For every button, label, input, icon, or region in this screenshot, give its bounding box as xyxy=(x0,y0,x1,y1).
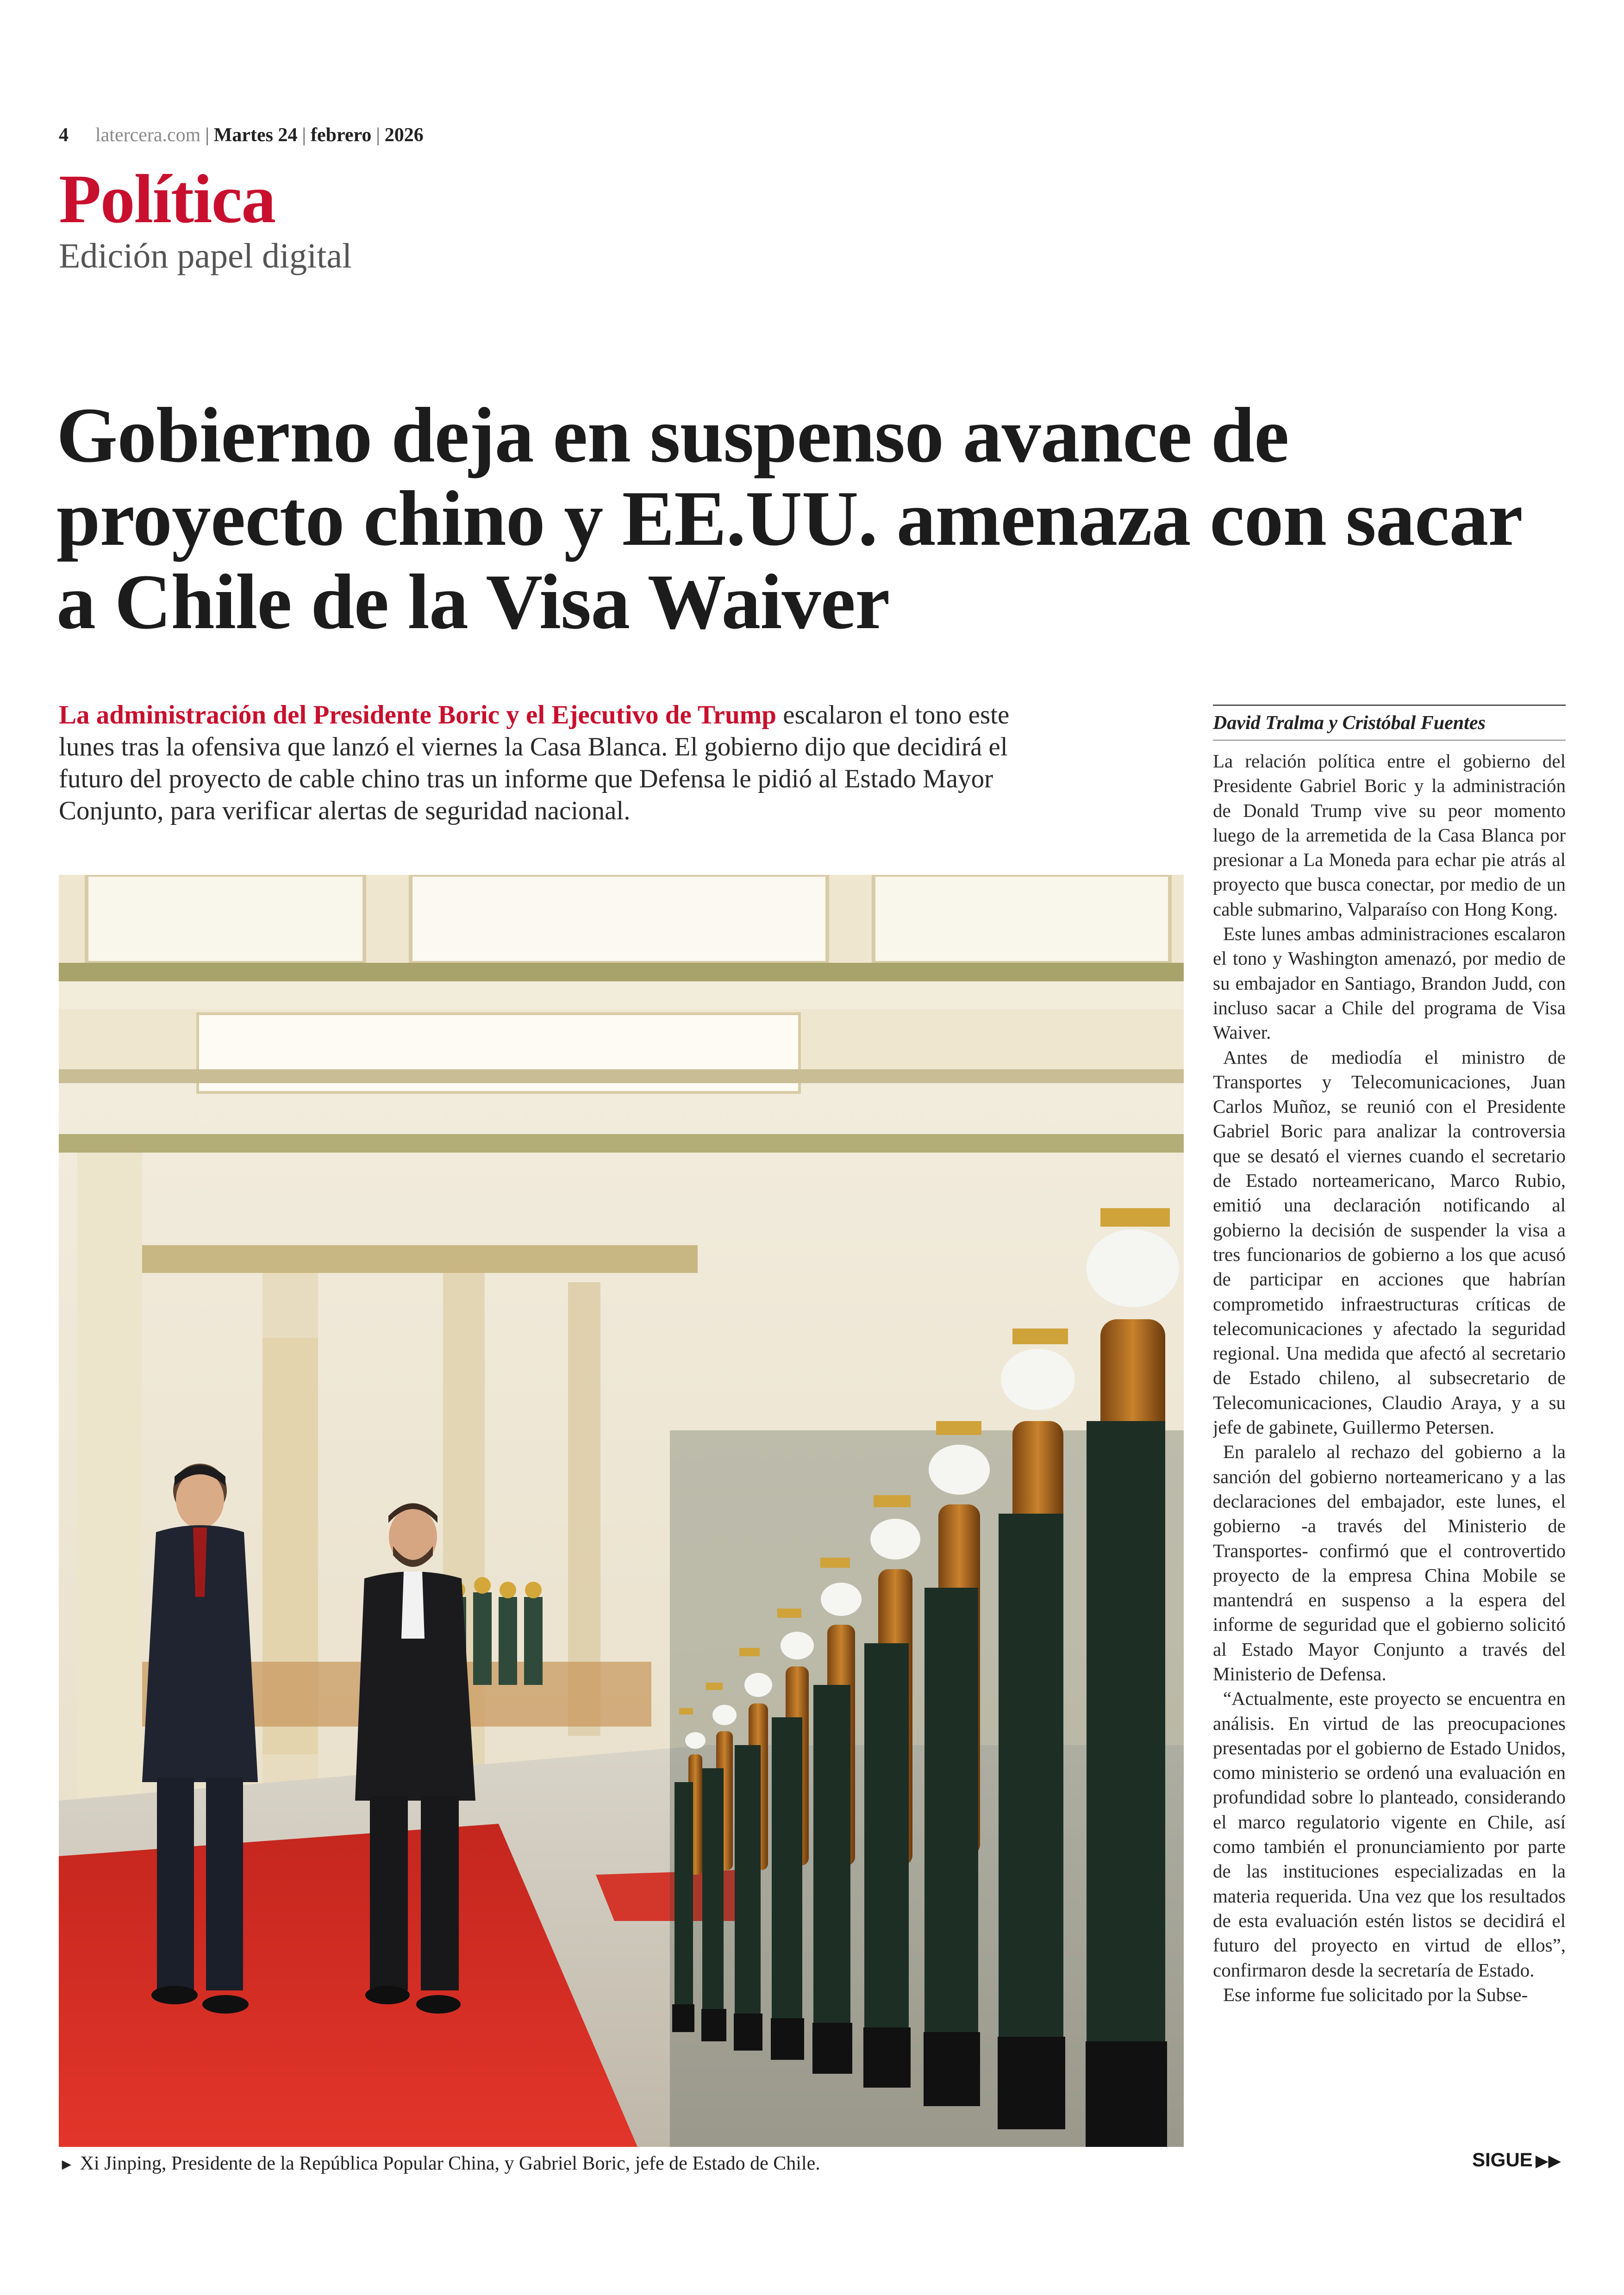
body-paragraph: Ese informe fue solicitado por la Subse- xyxy=(1223,1983,1528,2005)
body-paragraph: En paralelo al rechazo del gobierno a la sanción del gobierno norteamericano y a las declaraciones del embajador, este lunes, el gobierno -a través del Ministerio de Transportes- confirmó que el controvertido proyecto de la empresa China Mobile se mantendrá en suspenso a la espera del informe de seguridad que el gobierno solicitó al Estado Mayor Conjunto a través del Ministerio de Defensa. xyxy=(1213,1441,1566,1684)
caption-text: Xi Jinping, Presidente de la República Popular China, y Gabriel Boric, jefe de Estado de Chile. xyxy=(80,2153,820,2174)
double-arrow-right-icon: ▶▶ xyxy=(1535,2151,1562,2170)
page-header: 4 latercera.com | Martes 24 | febrero | 2026 xyxy=(59,125,424,146)
lead-highlight: La administración del Presidente Boric y el Ejecutivo de Trump xyxy=(59,700,776,730)
byline-rule-bottom xyxy=(1213,740,1566,741)
continue-label: SIGUE xyxy=(1472,2149,1533,2170)
section-subtitle: Edición papel digital xyxy=(59,237,352,275)
lead-text: escalaron el tono este lunes tras la ofensiva que lanzó el viernes la Casa Blanca. El gobierno dijo que decidirá el futuro del proyecto de cable chino tras un informe que Defensa le pidió al Estado Mayor Conjunto, para verificar alertas de seguridad nacional. xyxy=(59,700,1010,825)
site-name[interactable]: latercera.com xyxy=(95,125,201,146)
date-day: Martes 24 xyxy=(213,125,298,146)
article-headline: Gobierno deja en suspenso avance de proyecto chino y EE.UU. amenaza con sacar a Chile de la Visa Waiver xyxy=(56,392,1521,645)
photo-caption xyxy=(59,2152,820,2175)
body-paragraph: “Actualmente, este proyecto se encuentra en análisis. En virtud de las preocupaciones presentadas por el gobierno de Estado Unidos, como ministerio se ordenó una evaluación en profundidad sobre lo planteado, considerando el marco regulatorio vigente en Chile, así como también el pronunciamiento por parte de las instituciones especializadas en la materia requerida. Una vez que los resultados de esta evaluación estén listos se decidirá el futuro del proyecto en virtud de ellos”, confirmaron desde la secretaría de Estado. xyxy=(1213,1688,1566,1981)
article-byline: David Tralma y Cristóbal Fuentes xyxy=(1213,712,1486,734)
article-lead xyxy=(59,699,1059,827)
page-number: 4 xyxy=(59,125,69,146)
byline-rule-top xyxy=(1213,705,1566,706)
date-month: febrero xyxy=(310,125,372,146)
section-title: Política xyxy=(59,161,275,237)
body-paragraph: La relación política entre el gobierno del Presidente Gabriel Boric y la administración de Donald Trump vive su peor momento luego de la arremetida de la Casa Blanca por presionar a La Moneda para echar pie atrás al proyecto que busca conectar, por medio de un cable submarino, Valparaíso con Hong Kong. xyxy=(1213,750,1566,920)
body-paragraph: Antes de mediodía el ministro de Transportes y Telecomunicaciones, Juan Carlos Muñoz, se reunió con el Presidente Gabriel Boric para analizar la controversia que se desató el viernes cuando el secretario de Estado norteamericano, Marco Rubio, emitió una declaración notificando al gobierno la decisión de suspender la visa a tres funcionarios de gobierno a los que acusó de participar en acciones que habrían comprometido infraestructuras críticas de telecomunicaciones y afectado la seguridad regional. Una medida que afectó al secretario de Estado chileno, al subsecretario de Telecomunicaciones, Claudio Araya, y a su jefe de gabinete, Guillermo Petersen. xyxy=(1213,1046,1566,1438)
body-paragraph: Este lunes ambas administraciones escalaron el tono y Washington amenazó, por medio de su embajador en Santiago, Brandon Judd, con incluso sacar a Chile del programa de Visa Waiver. xyxy=(1213,923,1566,1043)
triangle-right-icon: ► xyxy=(59,2156,75,2173)
article-photo xyxy=(59,875,1184,2147)
continue-link[interactable] xyxy=(1472,2149,1561,2171)
article-body xyxy=(1213,749,1566,2142)
date-year: 2026 xyxy=(384,125,424,146)
